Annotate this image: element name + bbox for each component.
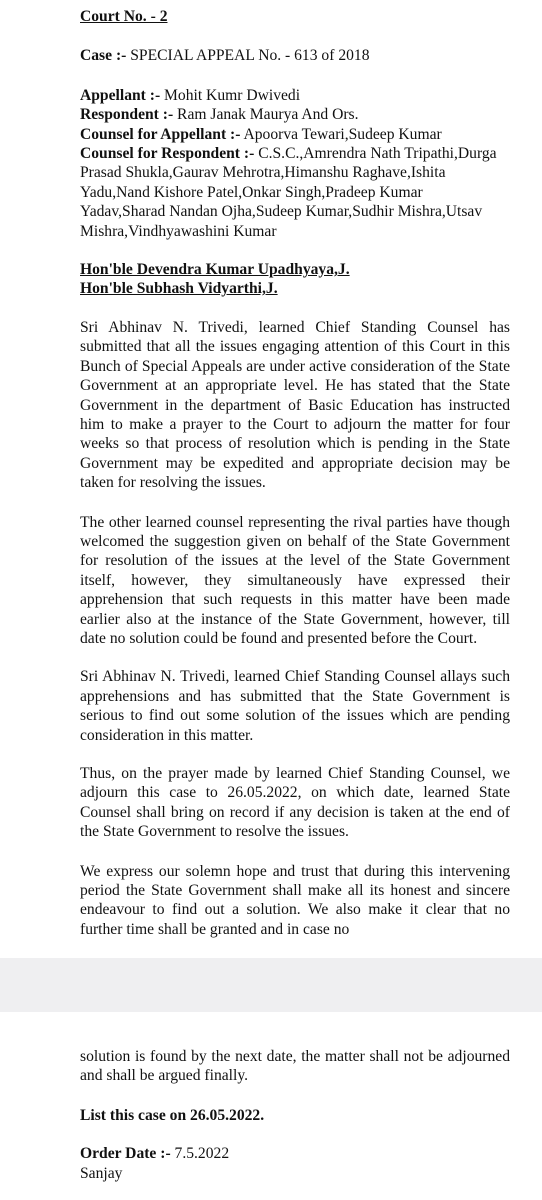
appellant-line — [80, 86, 510, 105]
respondent-label: Respondent :- — [80, 106, 174, 124]
counsel-appellant-label: Counsel for Appellant :- — [80, 125, 241, 143]
listing-direction: List this case on 26.05.2022. — [80, 1106, 265, 1124]
order-paragraph-3: Sri Abhinav N. Trivedi, learned Chief Standing Counsel allays such apprehensions and has submitted that the State Government is serious to find out some solution of the issues which are pending consideration in this matter. — [80, 668, 510, 744]
order-paragraph-1: Sri Abhinav N. Trivedi, learned Chief Standing Counsel has submitted that all the issues engaging attention of this Court in this Bunch of Special Appeals are under active consideration of the State Government at an appropriate level. He has stated that the State Government in the department of Basic Education has instructed him to make a prayer to the Court to adjourn the matter for four weeks so that process of resolution which is pending in the State Government may be expedited and appropriate decision may be taken for resolving the issues. — [80, 318, 510, 492]
order-paragraph-5: We express our solemn hope and trust that during this intervening period the State Government shall make all its honest and sincere endeavour to find out a solution. We also make it clear that no further time shall be granted and in case no — [80, 862, 510, 938]
order-paragraph-5-continued: solution is found by the next date, the matter shall not be adjourned and shall be argued finally. — [80, 1048, 510, 1085]
appellant-value: Mohit Kumr Dwivedi — [160, 86, 301, 104]
order-content — [80, 7, 510, 939]
counsel-appellant-line — [80, 125, 510, 144]
counsel-appellant-value: Apoorva Tewari,Sudeep Kumar — [240, 125, 442, 143]
case-label: Case :- — [80, 47, 127, 65]
order-date-line — [80, 1144, 510, 1163]
respondent-line — [80, 105, 510, 124]
judge-1: Hon'ble Devendra Kumar Upadhyaya,J. — [80, 261, 350, 279]
order-date-value: 7.5.2022 — [170, 1145, 230, 1163]
case-value: SPECIAL APPEAL No. - 613 of 2018 — [126, 47, 370, 65]
judge-2: Hon'ble Subhash Vidyarthi,J. — [80, 280, 278, 298]
order-content-continued — [80, 1047, 510, 1183]
case-line — [80, 46, 510, 65]
document-page-2 — [0, 1012, 542, 1200]
court-number: Court No. - 2 — [80, 8, 168, 25]
order-paragraph-4: Thus, on the prayer made by learned Chief Standing Counsel, we adjourn this case to 26.05.2022, on which date, learned State Counsel shall bring on record if any decision is taken at the end of the State Government to resolve the issues. — [80, 765, 510, 841]
order-paragraph-2: The other learned counsel representing the rival parties have though welcomed the suggestion given on behalf of the State Government for resolution of the issues at the level of the State Government itself, however, they simultaneously have expressed their apprehension that such requests in this matter have been made earlier also at the instance of the State Government, however, till date no solution could be found and presented before the Court. — [80, 513, 510, 647]
appellant-label: Appellant :- — [80, 86, 161, 104]
counsel-respondent-value: C.S.C.,Amrendra Nath Tripathi,Durga Prasad Shukla,Gaurav Mehrotra,Himanshu Raghave,Ishita Yadu,Nand Kishore Patel,Onkar Singh,Pradeep Kumar Yadav,Sharad Nandan Ojha,Sudeep Kumar,Sudhir Mishra,Utsav Mishra,Vindhyawashini Kumar — [80, 145, 497, 240]
page-separator — [0, 958, 542, 1012]
counsel-respondent-label: Counsel for Respondent :- — [80, 145, 255, 163]
respondent-value: Ram Janak Maurya And Ors. — [173, 106, 359, 124]
signature: Sanjay — [80, 1164, 123, 1182]
counsel-respondent-line — [80, 144, 510, 241]
order-date-label: Order Date :- — [80, 1145, 171, 1163]
